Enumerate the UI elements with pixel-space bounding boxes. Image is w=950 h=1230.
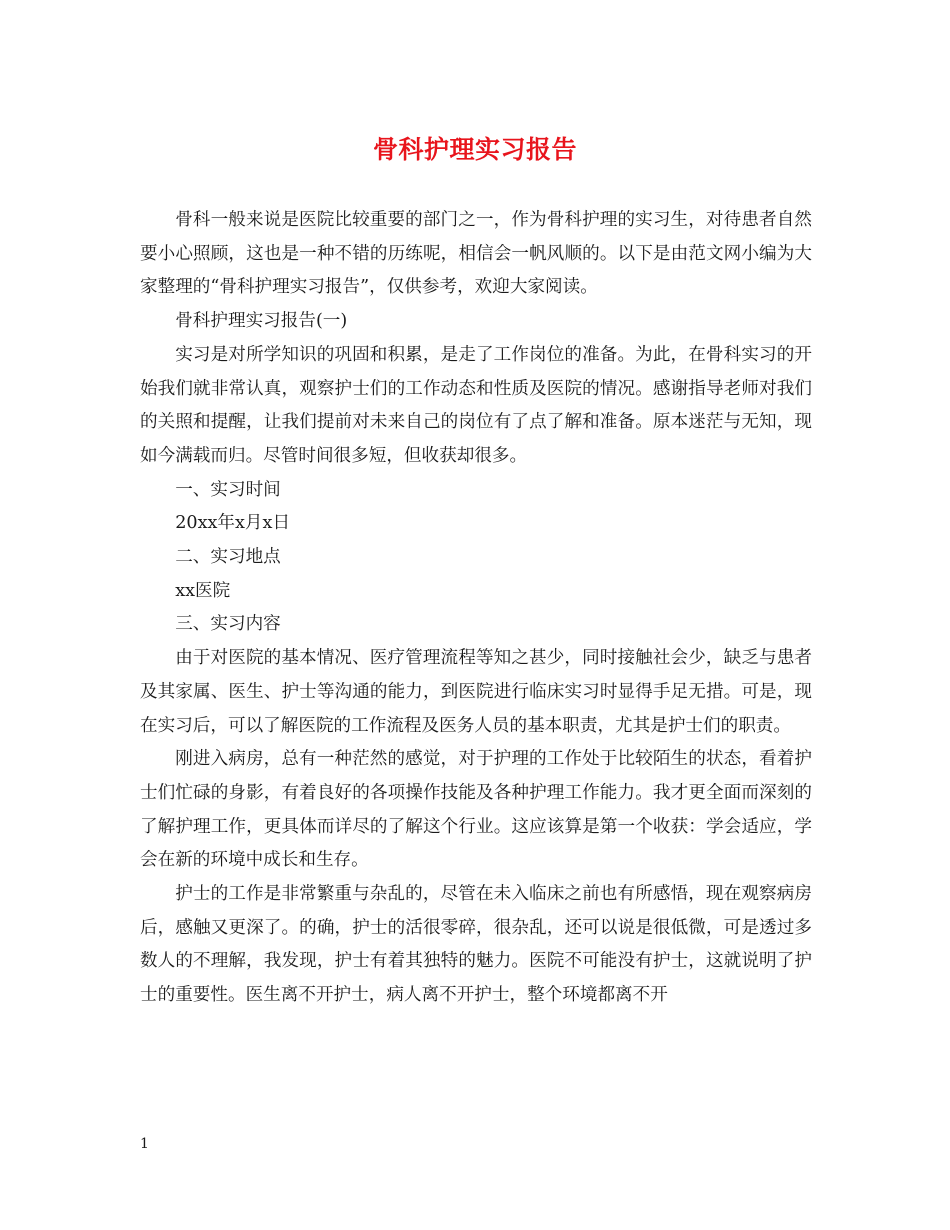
value-internship-hospital: xx医院 bbox=[175, 580, 231, 601]
paragraph-internship-purpose: 实习是对所学知识的巩固和积累，是走了工作岗位的准备。为此，在骨科实习的开始我们就非常认真，观察护士们的工作动态和性质及医院的情况。感谢指导老师对我们的关照和提醒，让我们提前对未来自己的岗位有了点了解和准备。原本迷茫与无知，现如今满载而归。尽管时间很多短，但收获却很多。 bbox=[140, 344, 812, 466]
paragraph-content-2: 刚进入病房，总有一种茫然的感觉，对于护理的工作处于比较陌生的状态，看着护士们忙碌的身影，有着良好的各项操作技能及各种护理工作能力。我才更全面而深刻的了解护理工作，更具体而详尽的了解这个行业。这应该算是第一个收获：学会适应，学会在新的环境中成长和生存。 bbox=[140, 749, 812, 871]
heading-internship-time: 一、实习时间 bbox=[175, 479, 281, 500]
heading-internship-location: 二、实习地点 bbox=[175, 547, 281, 568]
paragraph-intro: 骨科一般来说是医院比较重要的部门之一，作为骨科护理的实习生，对待患者自然要小心照顾，这也是一种不错的历练呢，相信会一帆风顺的。以下是由范文网小编为大家整理的“骨科护理实习报告”，仅供参考，欢迎大家阅读。 bbox=[140, 210, 812, 298]
section-heading-report-1: 骨科护理实习报告(一) bbox=[175, 311, 348, 332]
heading-internship-content: 三、实习内容 bbox=[175, 614, 281, 635]
paragraph-content-1: 由于对医院的基本情况、医疗管理流程等知之甚少，同时接触社会少，缺乏与患者及其家属、医生、护士等沟通的能力，到医院进行临床实习时显得手足无措。可是，现在实习后，可以了解医院的工作流程及医务人员的基本职责，尤其是护士们的职责。 bbox=[140, 648, 812, 736]
page-number: 1 bbox=[140, 1136, 149, 1152]
document-title: 骨科护理实习报告 bbox=[372, 135, 577, 164]
value-internship-date: 20xx年x月x日 bbox=[175, 513, 291, 534]
paragraph-content-3: 护士的工作是非常繁重与杂乱的，尽管在未入临床之前也有所感悟，现在观察病房后，感触又更深了。的确，护士的活很零碎，很杂乱，还可以说是很低微，可是透过多数人的不理解，我发现，护士有着其独特的魅力。医院不可能没有护士，这就说明了护士的重要性。医生离不开护士，病人离不开护士，整个环境都离不开 bbox=[140, 884, 812, 1006]
document-body bbox=[140, 204, 812, 1013]
